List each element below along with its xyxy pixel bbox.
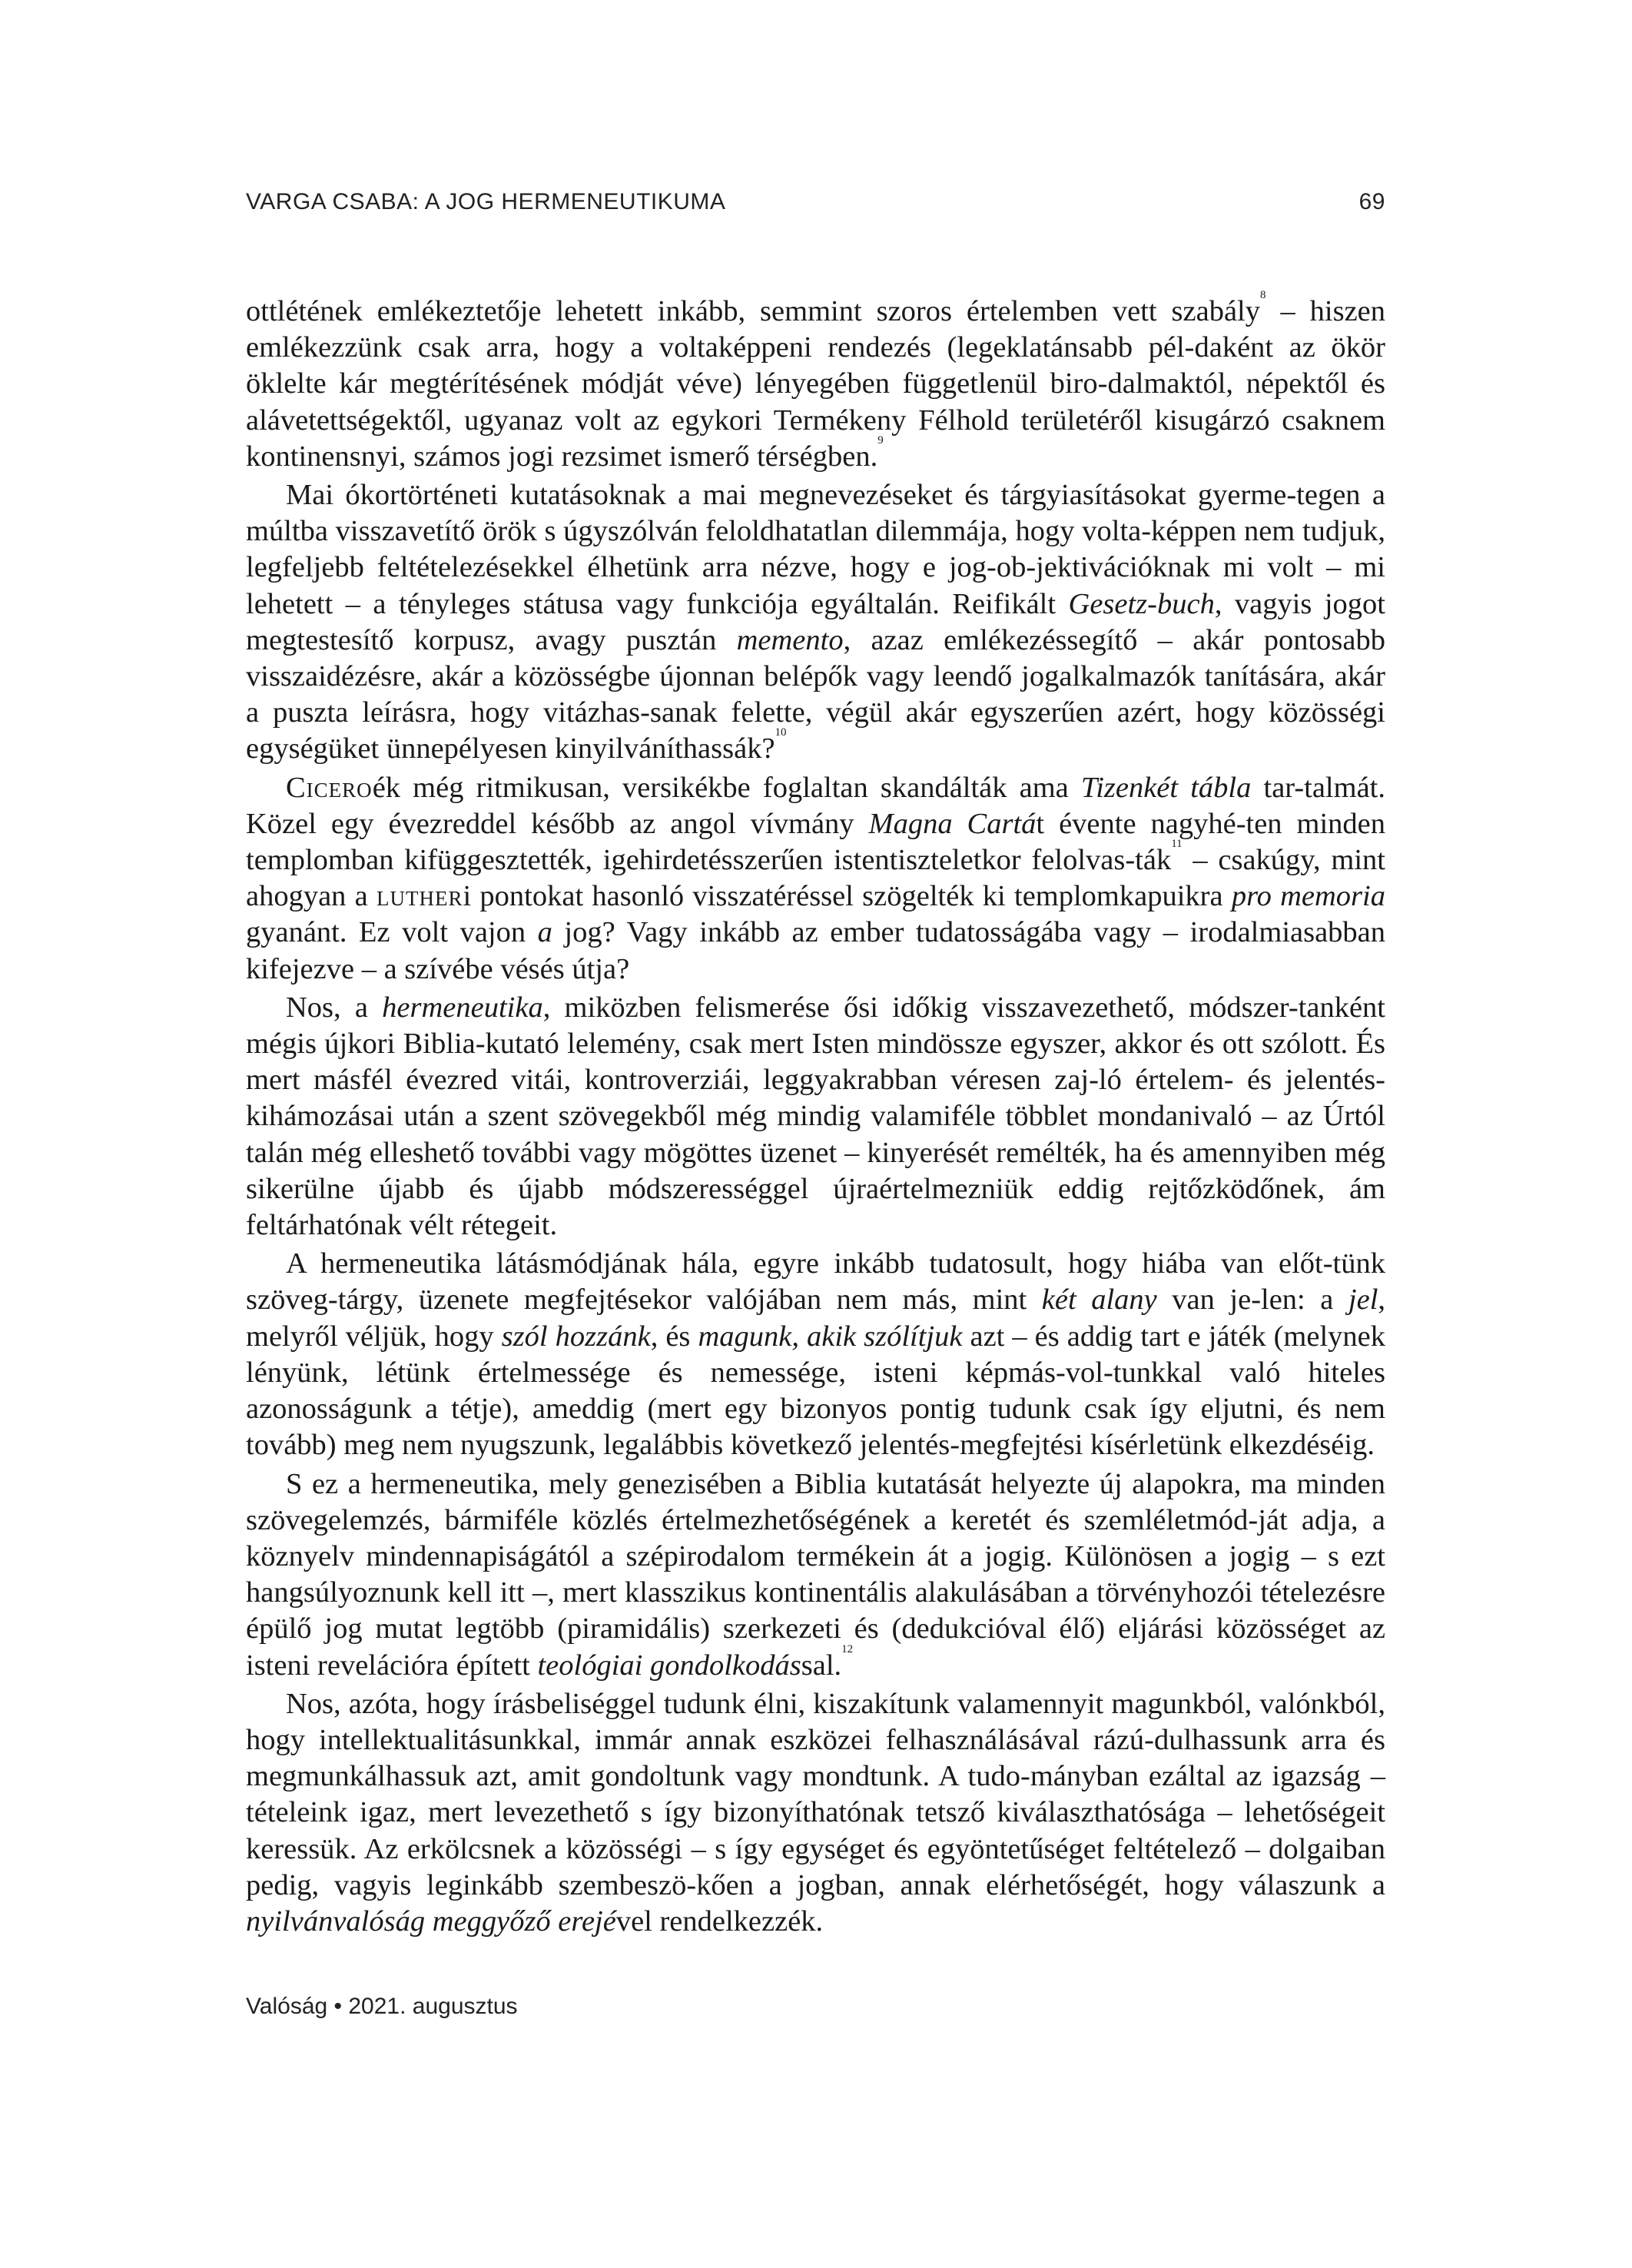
text-run: i pontokat hasonló visszatéréssel szögelték ki templomkapuikra (463, 880, 1232, 913)
italic-term: teológiai gondolkodás (537, 1649, 801, 1682)
footnote-marker: 11 (1171, 838, 1183, 851)
text-run: Nos, a (286, 991, 383, 1024)
paragraph-7 (246, 1686, 1385, 1940)
text-run: ék még ritmikusan, versikékbe foglaltan skandálták ama (372, 771, 1081, 804)
italic-term: magunk, akik szólítjuk (698, 1320, 963, 1353)
text-run: Nos, azóta, hogy írásbeliséggel tudunk élni, kiszakítunk valamennyit magunkból, valónkból, hogy intellektualitásunkkal, immár annak eszközei felhasználásával rázú-dulhassunk arra és megmunkálhassuk azt, amit gondoltunk vagy mondtunk. A tudo-mányban ezáltal az igazság – tételeink igaz, mert levezethető s így bizonyíthatónak tetsző kiválaszthatósága – lehetőségeit keressük. Az erkölcsnek a közösségi – s így egységet és egyöntetűséget feltételező – dolgaiban pedig, vagyis leginkább szembeszö-kően a jogban, annak elérhetőségét, hogy válaszunk a (246, 1687, 1385, 1901)
text-run: t évente nagyhé-ten minden templomban kifüggesztették, igehirdetésszerűen istentiszteletkor felolvas-ták (246, 807, 1385, 877)
italic-term: pro memoria (1231, 880, 1385, 913)
running-title: VARGA CSABA: A JOG HERMENEUTIKUMA (246, 189, 726, 214)
text-run: , vagyis jogot megtestesítő korpusz, avagy pusztán (246, 587, 1385, 656)
text-run: , melyről véljük, hogy (246, 1283, 1386, 1353)
italic-term: két alany (1041, 1283, 1157, 1317)
italic-term: szól hozzánk (501, 1320, 651, 1353)
footnote-marker: 10 (775, 726, 787, 739)
body-text (246, 289, 1386, 1942)
text-run: vel rendelkezzék. (615, 1904, 824, 1938)
italic-term: Magna Cartá (868, 807, 1037, 840)
text-run: – csakúgy, mint ahogyan a (246, 844, 1385, 913)
paragraph-6 (246, 1466, 1385, 1684)
text-run: , és (650, 1320, 698, 1353)
text-run: – hiszen emlékezzünk csak arra, hogy a voltaképpeni rendezés (legeklatánsabb pél-daként az ökör öklelte kár megtérítésének módját véve) lényegében függetlenül biro-dalmaktól, népektől és alávetettségektől, ugyanaz volt az egykori Termékeny Félhold területéről kisugárzó csaknem kontinensnyi, számos jogi rezsimet ismerő térségben. (246, 295, 1385, 473)
footnote-marker: 9 (877, 433, 884, 447)
text-run: Mai ókortörténeti kutatásoknak a mai megnevezéseket és tárgyiasításokat gyerme-tegen a múltba visszavetítő örök s úgyszólván feloldhatatlan dilemmája, hogy volta-képpen nem tudjuk, legfeljebb feltételezésekkel élhetünk arra nézve, hogy e jog-ob-jektivációknak mi volt – mi lehetett – a tényleges státusa vagy funkciója egyáltalán. Reifikált (246, 479, 1385, 620)
text-run: gyanánt. Ez volt vajon (246, 916, 538, 949)
footer-journal: Valóság • 2021. augusztus (246, 1994, 518, 2019)
small-caps-name: luther (376, 880, 463, 913)
page-number: 69 (1358, 189, 1385, 214)
text-run: tar-talmát. Közel egy évezreddel később az angol vívmány (246, 771, 1385, 840)
text-run: van je-len: a (1156, 1283, 1348, 1317)
paragraph-1 (246, 289, 1385, 475)
text-run: azt – és addig tart e játék (melynek lényünk, létünk értelmessége és nemessége, isteni képmás-vol-tunkkal való hiteles azonosságunk a tétje), ameddig (mert egy bizonyos pontig tudunk csak így eljutni, és nem tovább) meg nem nyugszunk, legalábbis következő jelentés-megfejtési kísérletünk elkezdéséig. (246, 1320, 1385, 1462)
text-run: , miközben felismerése ősi időkig visszavezethető, módszer-tanként mégis újkori Biblia-kutató lelemény, csak mert Isten mindössze egyszer, akkor és ott szólott. És mert másfél évezred vitái, kontroverziái, leggyakrabban véresen zaj-ló értelem- és jelentés-kihámozásai után a szent szövegekből még mindig valamiféle többlet mondanivaló – az Úrtól talán még elleshető további vagy mögöttes üzenet – kinyerését remélték, ha és amennyiben még sikerülne újabb és újabb módszerességgel újraértelmezniük eddig rejtőzködőnek, ám feltárhatónak vélt rétegeit. (246, 991, 1385, 1242)
italic-term: Gesetz-buch (1068, 587, 1215, 620)
text-run: S ez a hermeneutika, mely genezisében a Biblia kutatását helyezte új alapokra, ma minden szövegelemzés, bármiféle közlés értelmezhetőségének a keretét és szemléletmód-ját adja, a köznyelv mindennapiságától a szépirodalom termékein át a jogig. Különösen a jogig – s ezt hangsúlyoznunk kell itt –, mert klasszikus kontinentális alakulásában a törvényhozói tételezésre épülő jog mutat legtöbb (piramidális) szerkezeti és (dedukcióval élő) eljárási közösséget az isteni revelációra épített (246, 1467, 1385, 1682)
paragraph-5 (246, 1246, 1385, 1463)
running-head (246, 189, 1385, 220)
small-caps-name: Cicero (286, 771, 373, 804)
italic-term: memento (736, 623, 844, 656)
text-run: A hermeneutika látásmódjának hála, egyre inkább tudatosult, hogy hiába van előt-tünk szöveg-tárgy, üzenete megfejtésekor valójában nem más, mint (246, 1247, 1385, 1317)
italic-term: a (537, 916, 552, 949)
paragraph-3 (246, 770, 1385, 988)
italic-term: nyilvánvalóság meggyőző erejé (246, 1904, 616, 1938)
text-run: jog? Vagy inkább az ember tudatosságába vagy – irodalmiasabban kifejezve – a szívébe vésés útja? (246, 916, 1386, 985)
italic-term: jel (1348, 1283, 1378, 1317)
footnote-marker: 12 (841, 1642, 854, 1655)
italic-term: Tizenkét tábla (1080, 771, 1252, 804)
paragraph-2 (246, 477, 1385, 768)
text-run: sal. (801, 1649, 842, 1682)
paragraph-4 (246, 990, 1385, 1244)
footnote-marker: 8 (1260, 289, 1266, 301)
text-run: , azaz emlékezéssegítő – akár pontosabb visszaidézésre, akár a közösségbe újonnan belépők vagy leendő jogalkalmazók tanítására, akár a puszta leírásra, hogy vitázhas-sanak felette, végül akár egyszerűen azért, hogy közösségi egységüket ünnepélyesen kinyilváníthassák? (246, 623, 1385, 765)
text-run: ottlétének emlékeztetője lehetett inkább, semmint szoros értelemben vett szabály (246, 295, 1260, 327)
italic-term: hermeneutika (382, 991, 543, 1024)
